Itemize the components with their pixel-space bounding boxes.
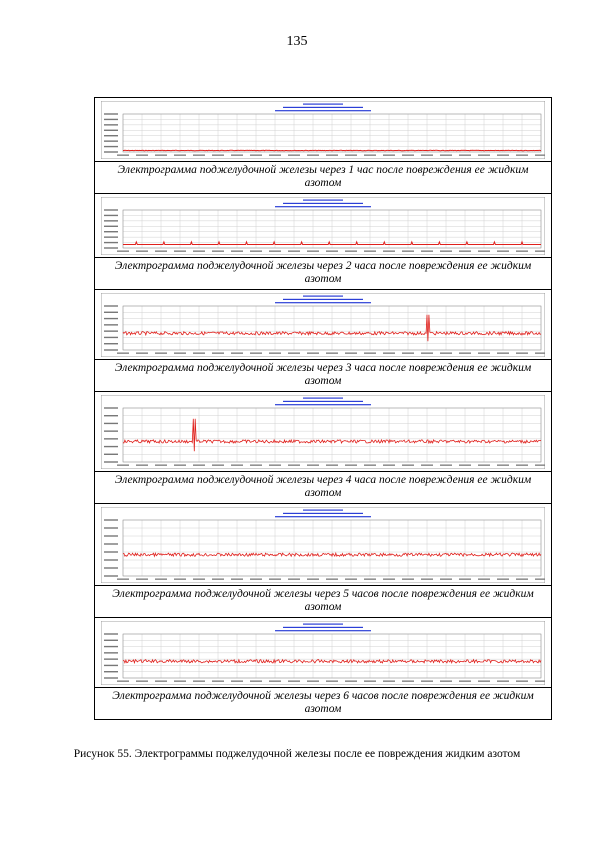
plot-frame-2	[101, 197, 545, 255]
electrogram-chart-1	[95, 98, 551, 161]
panel-caption-1: Электрограмма поджелудочной железы через 1 час после повреждения ее жидким азотом	[95, 161, 551, 193]
plot-frame-4	[101, 395, 545, 469]
figure-caption: Рисунок 55. Электрограммы поджелудочной железы после ее повреждения жидким азотом	[73, 748, 521, 760]
electrogram-plot-4	[101, 395, 545, 469]
panel-caption-5: Электрограмма поджелудочной железы через 5 часов после повреждения ее жидким азотом	[95, 585, 551, 617]
electrogram-chart-4	[95, 392, 551, 471]
electrogram-panel-5	[94, 504, 552, 618]
panel-caption-6: Электрограмма поджелудочной железы через 6 часов после повреждения ее жидким азотом	[95, 687, 551, 719]
electrogram-plot-6	[101, 621, 545, 685]
electrogram-panel-2	[94, 194, 552, 290]
x-axis-ticks-1	[117, 155, 545, 156]
electrogram-chart-2	[95, 194, 551, 257]
plot-frame-5	[101, 507, 545, 583]
electrogram-panel-4	[94, 392, 552, 504]
panel-caption-2: Электрограмма поджелудочной железы через 2 часа после повреждения ее жидким азотом	[95, 257, 551, 289]
electrogram-panel-6	[94, 618, 552, 720]
x-axis-ticks-3	[117, 353, 545, 354]
page-number: 135	[286, 34, 308, 49]
electrogram-plot-3	[101, 293, 545, 357]
panel-caption-3: Электрограмма поджелудочной железы через 3 часа после повреждения ее жидким азотом	[95, 359, 551, 391]
electrogram-plot-2	[101, 197, 545, 255]
electrogram-figure	[94, 97, 552, 720]
electrogram-panel-1	[94, 98, 552, 194]
x-axis-ticks-4	[117, 465, 545, 466]
electrogram-plot-5	[101, 507, 545, 583]
panel-caption-4: Электрограмма поджелудочной железы через 4 часа после повреждения ее жидким азотом	[95, 471, 551, 503]
x-axis-ticks-5	[117, 579, 545, 580]
x-axis-ticks-6	[117, 681, 545, 682]
electrogram-chart-3	[95, 290, 551, 359]
electrogram-chart-6	[95, 618, 551, 687]
electrogram-chart-5	[95, 504, 551, 585]
electrogram-plot-1	[101, 101, 545, 159]
x-axis-ticks-2	[117, 251, 545, 252]
electrogram-panel-3	[94, 290, 552, 392]
